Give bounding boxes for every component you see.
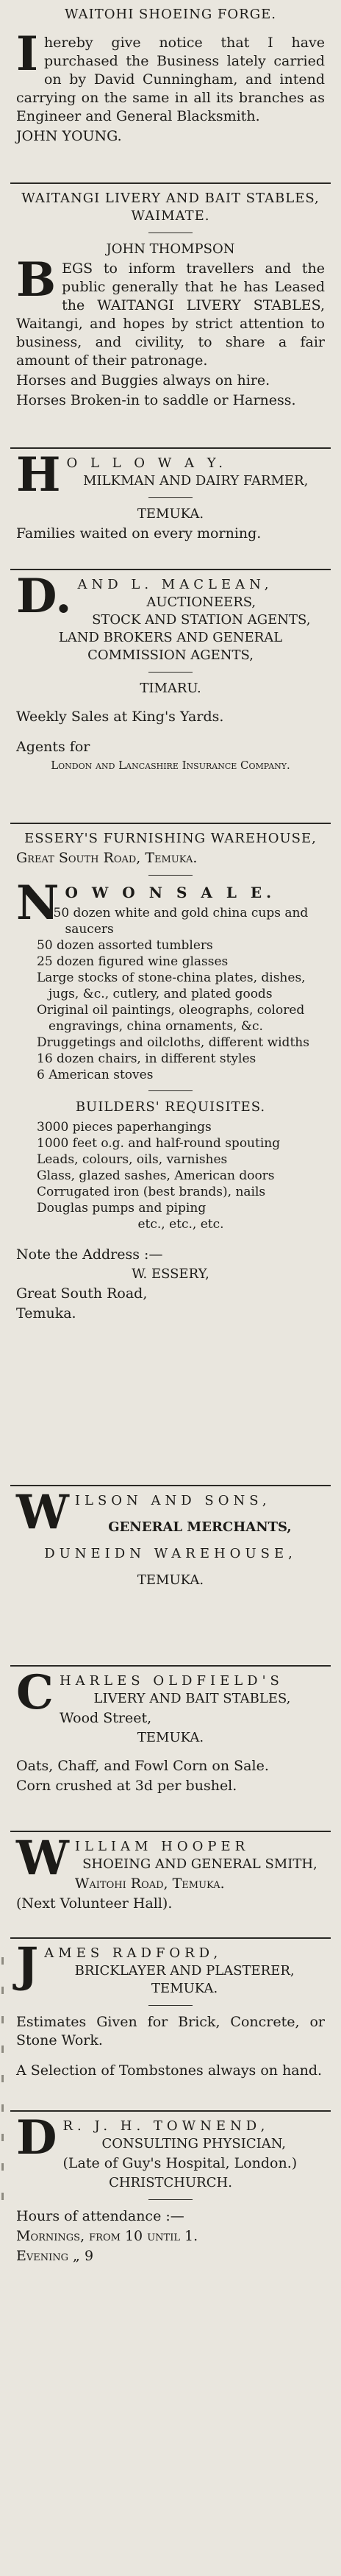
ad-waitohi-shoeing-forge: [10, 0, 331, 184]
ad-place: TEMUKA.: [137, 1730, 204, 1745]
builders-list: [16, 1119, 325, 1232]
ad-name: ILSON AND SONS,: [74, 1493, 271, 1508]
ad-note: Families waited on every morning.: [16, 525, 262, 542]
ad-signature-address: Great South Road,: [16, 1285, 148, 1302]
ad-name: AND L. MACLEAN,: [77, 577, 273, 592]
list-item: Glass, glazed sashes, American doors: [37, 1168, 275, 1183]
drop-capital: D: [16, 2112, 57, 2165]
ad-line: CONSULTING PHYSICIAN,: [101, 2136, 287, 2151]
ad-hours-evening: Evening „ 9: [16, 2248, 94, 2264]
builders-heading: BUILDERS' REQUISITES.: [75, 1099, 266, 1115]
list-item: Large stocks of stone-china plates, dishes, jugs, &c., cutlery, and plated goods: [37, 971, 306, 1001]
drop-capital: W: [16, 1832, 69, 1886]
ad-line: Wood Street,: [59, 1710, 152, 1726]
ad-company: London and Lancashire Insurance Company.: [51, 759, 290, 772]
list-item: 50 dozen white and gold china cups and saucers: [53, 906, 309, 937]
ad-trade: MILKMAN AND DAIRY FARMER,: [83, 473, 309, 489]
ad-place: TIMARU.: [140, 681, 201, 696]
ad-line: Waitohi Road, Temuka.: [74, 1876, 225, 1892]
list-item: 1000 feet o.g. and half-round spouting: [37, 1136, 281, 1151]
ad-essery-warehouse: [10, 824, 331, 1486]
ad-note: Estimates Given for Brick, Concrete, or Stone Work.: [16, 2014, 325, 2048]
ad-signature-place: Temuka.: [16, 1305, 76, 1321]
ad-line: BRICKLAYER AND PLASTERER,: [74, 1963, 295, 1979]
ad-hours-heading: Hours of attendance :—: [16, 2208, 184, 2224]
list-item: 25 dozen figured wine glasses: [37, 954, 229, 969]
left-margin-marks: [0, 0, 9, 2576]
ad-dr-townend: [10, 2112, 331, 2428]
ad-hours-morning: Mornings, from 10 until 1.: [16, 2228, 198, 2244]
ad-waitangi-livery: [10, 184, 331, 449]
ad-title: ESSERY'S FURNISHING WAREHOUSE,: [24, 831, 317, 846]
ad-signature: JOHN YOUNG.: [16, 128, 122, 144]
ad-line: LAND BROKERS AND GENERAL: [58, 630, 283, 645]
ad-line: SHOEING AND GENERAL SMITH,: [82, 1856, 317, 1872]
ad-note: Corn crushed at 3d per bushel.: [16, 1778, 237, 1794]
list-item: 16 dozen chairs, in different styles: [37, 1051, 256, 1066]
sale-list: [16, 905, 325, 1083]
ad-line: LIVERY AND BAIT STABLES,: [93, 1691, 291, 1706]
ad-name: R. J. H. TOWNEND,: [62, 2118, 270, 2134]
ad-line: STOCK AND STATION AGENTS,: [92, 612, 311, 628]
list-item: Douglas pumps and piping: [37, 1201, 207, 1216]
ad-title: WAITANGI LIVERY AND BAIT STABLES, WAIMATE.: [21, 191, 320, 224]
newspaper-column: [10, 0, 331, 2576]
list-item: 3000 pieces paperhangings: [37, 1120, 212, 1135]
ad-name: HARLES OLDFIELD'S: [59, 1673, 284, 1689]
ad-note: Oats, Chaff, and Fowl Corn on Sale.: [16, 1758, 269, 1774]
ad-note: A Selection of Tombstones always on hand.: [16, 2062, 323, 2079]
ad-james-radford: [10, 1939, 331, 2112]
ad-wilson-and-sons: [10, 1486, 331, 1667]
ad-place: TEMUKA.: [137, 506, 204, 522]
ad-line: Horses Broken-in to saddle or Harness.: [16, 392, 296, 408]
ad-body: EGS to inform travellers and the public generally that he has Leased the WAITANGI LIVERY STABLES, Waitangi, and hopes by strict attention to business, and civility, to share a fair amount of their patronage.: [16, 260, 325, 369]
ad-agents: Agents for: [16, 739, 90, 755]
list-item: Leads, colours, oils, varnishes: [37, 1152, 228, 1167]
ad-note: Note the Address :—: [16, 1246, 163, 1263]
ad-line: (Next Volunteer Hall).: [16, 1895, 173, 1912]
ad-line: AUCTIONEERS,: [146, 595, 256, 610]
ad-name: AMES RADFORD,: [44, 1945, 223, 1961]
ad-name: ILLIAM HOOPER: [74, 1839, 250, 1854]
ad-line: Horses and Buggies always on hire.: [16, 372, 270, 388]
list-item: 50 dozen assorted tumblers: [37, 938, 213, 953]
drop-capital: C: [16, 1667, 54, 1720]
ad-charles-oldfield: [10, 1667, 331, 1832]
list-item: etc., etc., etc.: [137, 1217, 224, 1232]
drop-capital: H: [16, 449, 61, 503]
ad-line: COMMISSION AGENTS,: [87, 647, 254, 663]
list-item: Druggetings and oilcloths, different widths: [37, 1035, 309, 1050]
ad-place: TEMUKA.: [151, 1981, 218, 1996]
ad-title: WAITOHI SHOEING FORGE.: [65, 7, 276, 22]
drop-capital: I: [16, 26, 38, 82]
ad-signature: W. ESSERY,: [132, 1266, 209, 1282]
list-item: Original oil paintings, oleographs, colored engravings, china ornaments, &c.: [37, 1003, 305, 1034]
drop-capital: D.: [16, 570, 72, 624]
ad-place: TEMUKA.: [137, 1572, 204, 1588]
ad-address: Great South Road, Temuka.: [16, 850, 198, 866]
ad-place: CHRISTCHURCH.: [109, 2175, 232, 2190]
drop-capital: B: [16, 252, 57, 308]
ad-william-hooper: [10, 1832, 331, 1939]
ad-sales: Weekly Sales at King's Yards.: [16, 709, 224, 725]
ad-line: (Late of Guy's Hospital, London.): [62, 2155, 298, 2171]
drop-capital: W: [16, 1486, 69, 1540]
list-item: Corrugated iron (best brands), nails: [37, 1185, 266, 1199]
sale-heading: O W O N S A L E.: [65, 884, 276, 901]
ad-line: GENERAL MERCHANTS,: [108, 1519, 292, 1535]
ad-maclean: [10, 570, 331, 824]
drop-capital: N: [16, 876, 60, 931]
ad-name: O L L O W A Y.: [66, 455, 228, 471]
drop-capital: J: [16, 1939, 39, 1993]
list-item: 6 American stoves: [37, 1068, 154, 1082]
ad-holloway: [10, 449, 331, 570]
ad-owner: JOHN THOMPSON: [106, 241, 235, 257]
ad-body: hereby give notice that I have purchased the Business lately carried on by David Cunningham, and intend carrying on the same in all its branches as Engineer and General Blacksmith.: [16, 35, 325, 124]
ad-line: DUNEIDN WAREHOUSE,: [44, 1546, 297, 1561]
